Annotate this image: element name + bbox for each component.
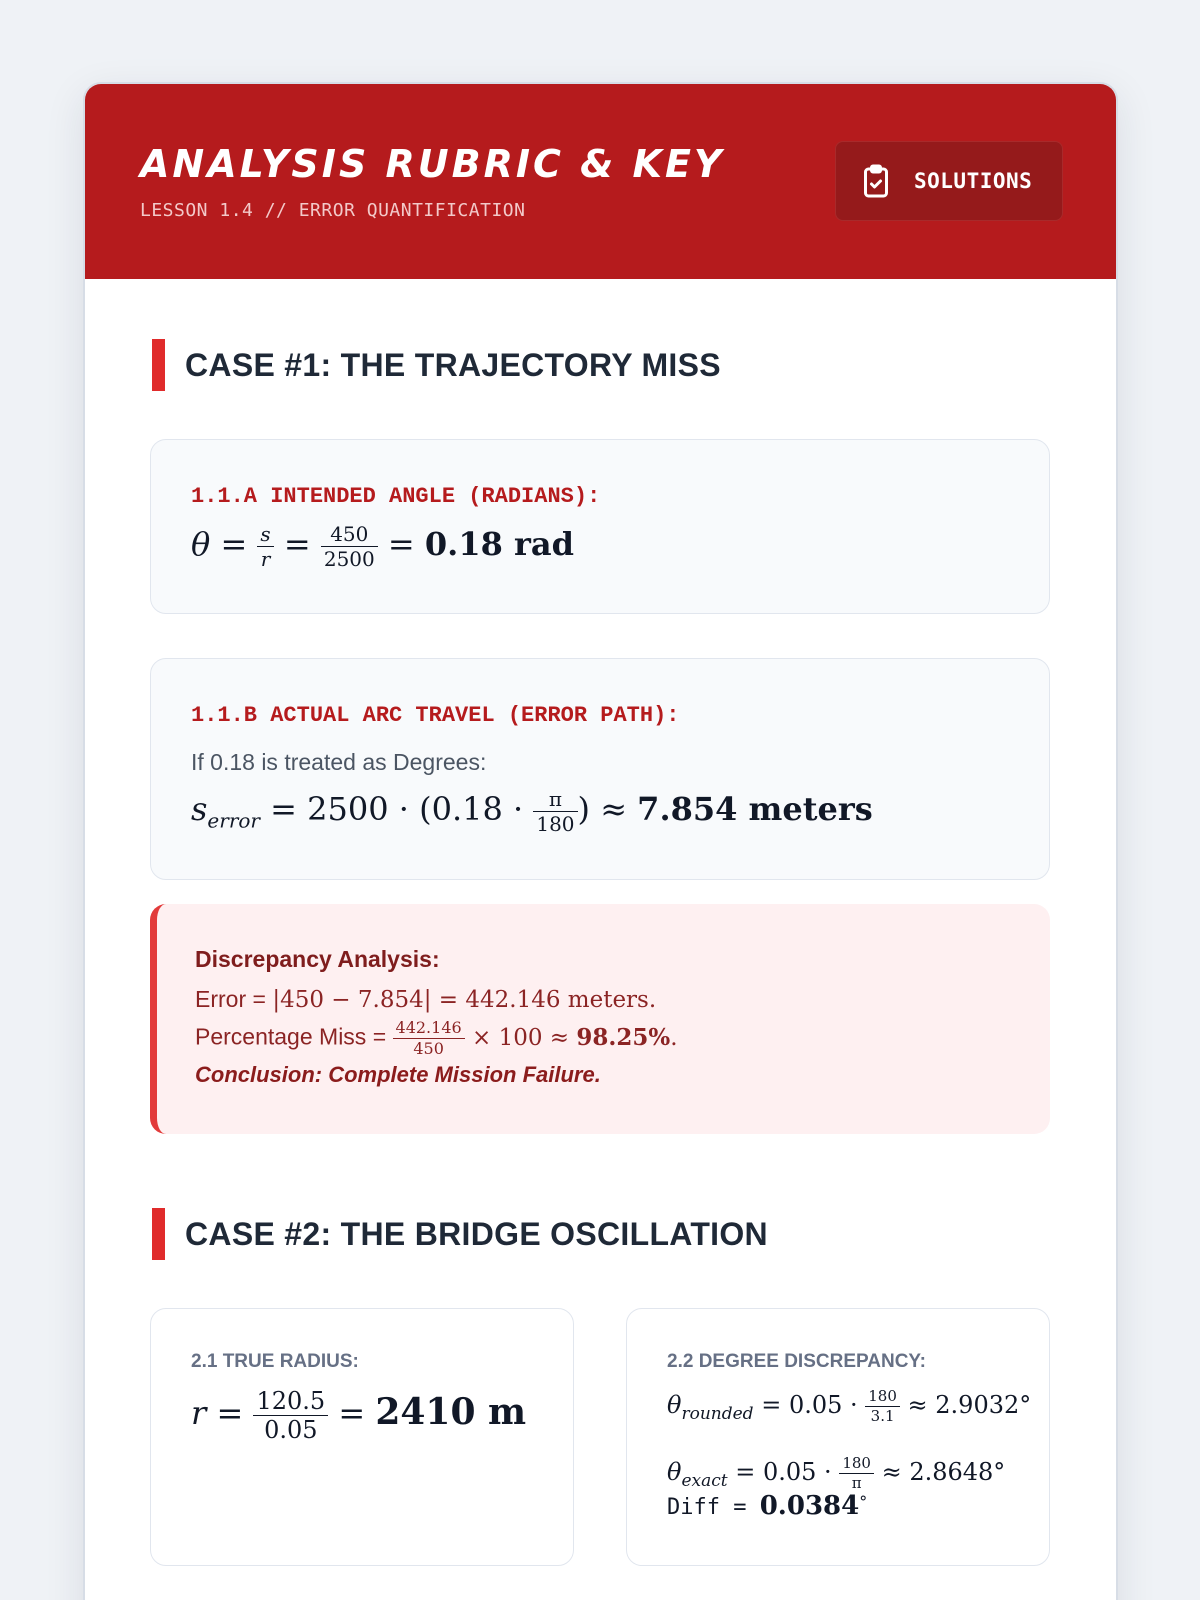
percentage-line [195,1020,678,1057]
frac-numerator: 120.5 [253,1389,328,1416]
header-banner [85,84,1116,279]
diff-value: 0.0384 [759,1491,860,1521]
percentage-label: Percentage Miss = [195,1023,393,1050]
section-accent-bar [152,1208,165,1260]
error-line [195,986,656,1013]
fraction-s-over-r [257,524,273,569]
diff-label: Diff = [667,1495,760,1520]
part-b-label: 1.1.B ACTUAL ARC TRAVEL (ERROR PATH): [191,703,680,728]
frac-denominator: π [851,1474,862,1492]
frac-numerator: s [260,522,271,546]
part-b-note: If 0.18 is treated as Degrees: [191,749,487,775]
exact-subscript: exact [681,1470,728,1491]
degree-discrepancy-label: 2.2 DEGREE DISCREPANCY: [667,1351,927,1372]
fraction-180-over-pi [839,1456,874,1491]
part-a-label: 1.1.A INTENDED ANGLE (RADIANS): [191,484,601,509]
r-symbol: r [191,1394,207,1432]
percentage-mid: × 100 ≈ [464,1024,577,1051]
fraction-120-5-over-0-05 [253,1389,328,1442]
part-b-result: 7.854 meters [637,790,873,828]
expr-suffix: ) [577,790,591,828]
exact-prefix: 0.05 · [762,1458,840,1486]
fraction-450-over-2500 [321,524,378,569]
frac-denominator: r [260,547,271,571]
true-radius-label: 2.1 TRUE RADIUS: [191,1351,359,1372]
error-expression: |450 − 7.854| = 442.146 meters. [272,987,657,1013]
rounded-prefix: 0.05 · [788,1391,866,1419]
frac-denominator: 3.1 [870,1407,895,1425]
frac-numerator: π [533,789,577,812]
solutions-button[interactable] [835,141,1063,221]
theta-exact-formula: $\theta_{exact} = 0.05$ · $\frac{180}{\pi}$ ≈ 2.8648° [667,1454,1006,1492]
true-radius-result: 2410 m [375,1391,527,1433]
error-subscript: error [207,808,260,833]
fraction-pi-over-180 [533,789,577,834]
frac-numerator: 180 [865,1389,900,1407]
part-b-formula: $s_{error} = 2500 \cdot (0.18$ · $\frac{\pi}{180}$ ) ≈ 7.854 meters [191,787,873,836]
clipboard-check-icon [858,163,894,199]
page-title: ANALYSIS RUBRIC & KEY [140,142,725,186]
rounded-result: ≈ 2.9032° [907,1391,1032,1419]
diff-line [667,1491,867,1521]
solutions-label: SOLUTIONS [914,169,1033,193]
frac-denominator: 2500 [323,547,375,571]
case2-title: CASE #2: THE BRIDGE OSCILLATION [185,1215,768,1252]
percentage-result: 98.25% [576,1023,671,1051]
percentage-end: . [670,1024,678,1051]
rubric-card [83,82,1118,1600]
case1-heading [152,339,721,391]
part-b-box [150,658,1050,880]
theta-rounded-formula: $\theta_{rounded} = 0.05$ · $\frac{180}{3.1}$ ≈ 2.9032° [667,1387,1032,1425]
frac-numerator: 442.146 [393,1020,465,1039]
part-a-formula: θ = $\frac{s}{r}$ = $\frac{450}{2500}$ = 0.18 rad [191,522,574,571]
case2-heading [152,1208,768,1260]
rounded-subscript: rounded [681,1403,754,1424]
section-accent-bar [152,339,165,391]
part-a-result: 0.18 rad [424,525,574,563]
true-radius-formula: r = $\frac{120.5}{0.05}$ = 2410 m [191,1387,527,1444]
diff-unit: ° [859,1492,868,1512]
part-a-box [150,439,1050,614]
frac-numerator: 450 [321,524,378,547]
frac-numerator: 180 [839,1456,874,1474]
fraction-180-over-3-1 [865,1389,900,1424]
exact-result: ≈ 2.8648° [881,1458,1006,1486]
error-label: Error = [195,986,273,1012]
s-symbol: s [191,790,208,828]
frac-denominator: 0.05 [264,1416,318,1444]
frac-denominator: 180 [536,812,575,836]
discrepancy-alert [150,904,1050,1134]
degree-discrepancy-box [626,1308,1050,1566]
lesson-subtitle: LESSON 1.4 // ERROR QUANTIFICATION [140,200,526,221]
percentage-fraction [393,1020,465,1057]
theta-symbol: θ [191,525,211,563]
case1-title: CASE #1: THE TRAJECTORY MISS [185,346,721,383]
expr-prefix: 2500 · (0.18 · [307,790,534,828]
discrepancy-title: Discrepancy Analysis: [195,946,440,972]
frac-denominator: 450 [413,1039,444,1058]
conclusion-text: Conclusion: Complete Mission Failure. [195,1062,601,1087]
true-radius-box [150,1308,574,1566]
